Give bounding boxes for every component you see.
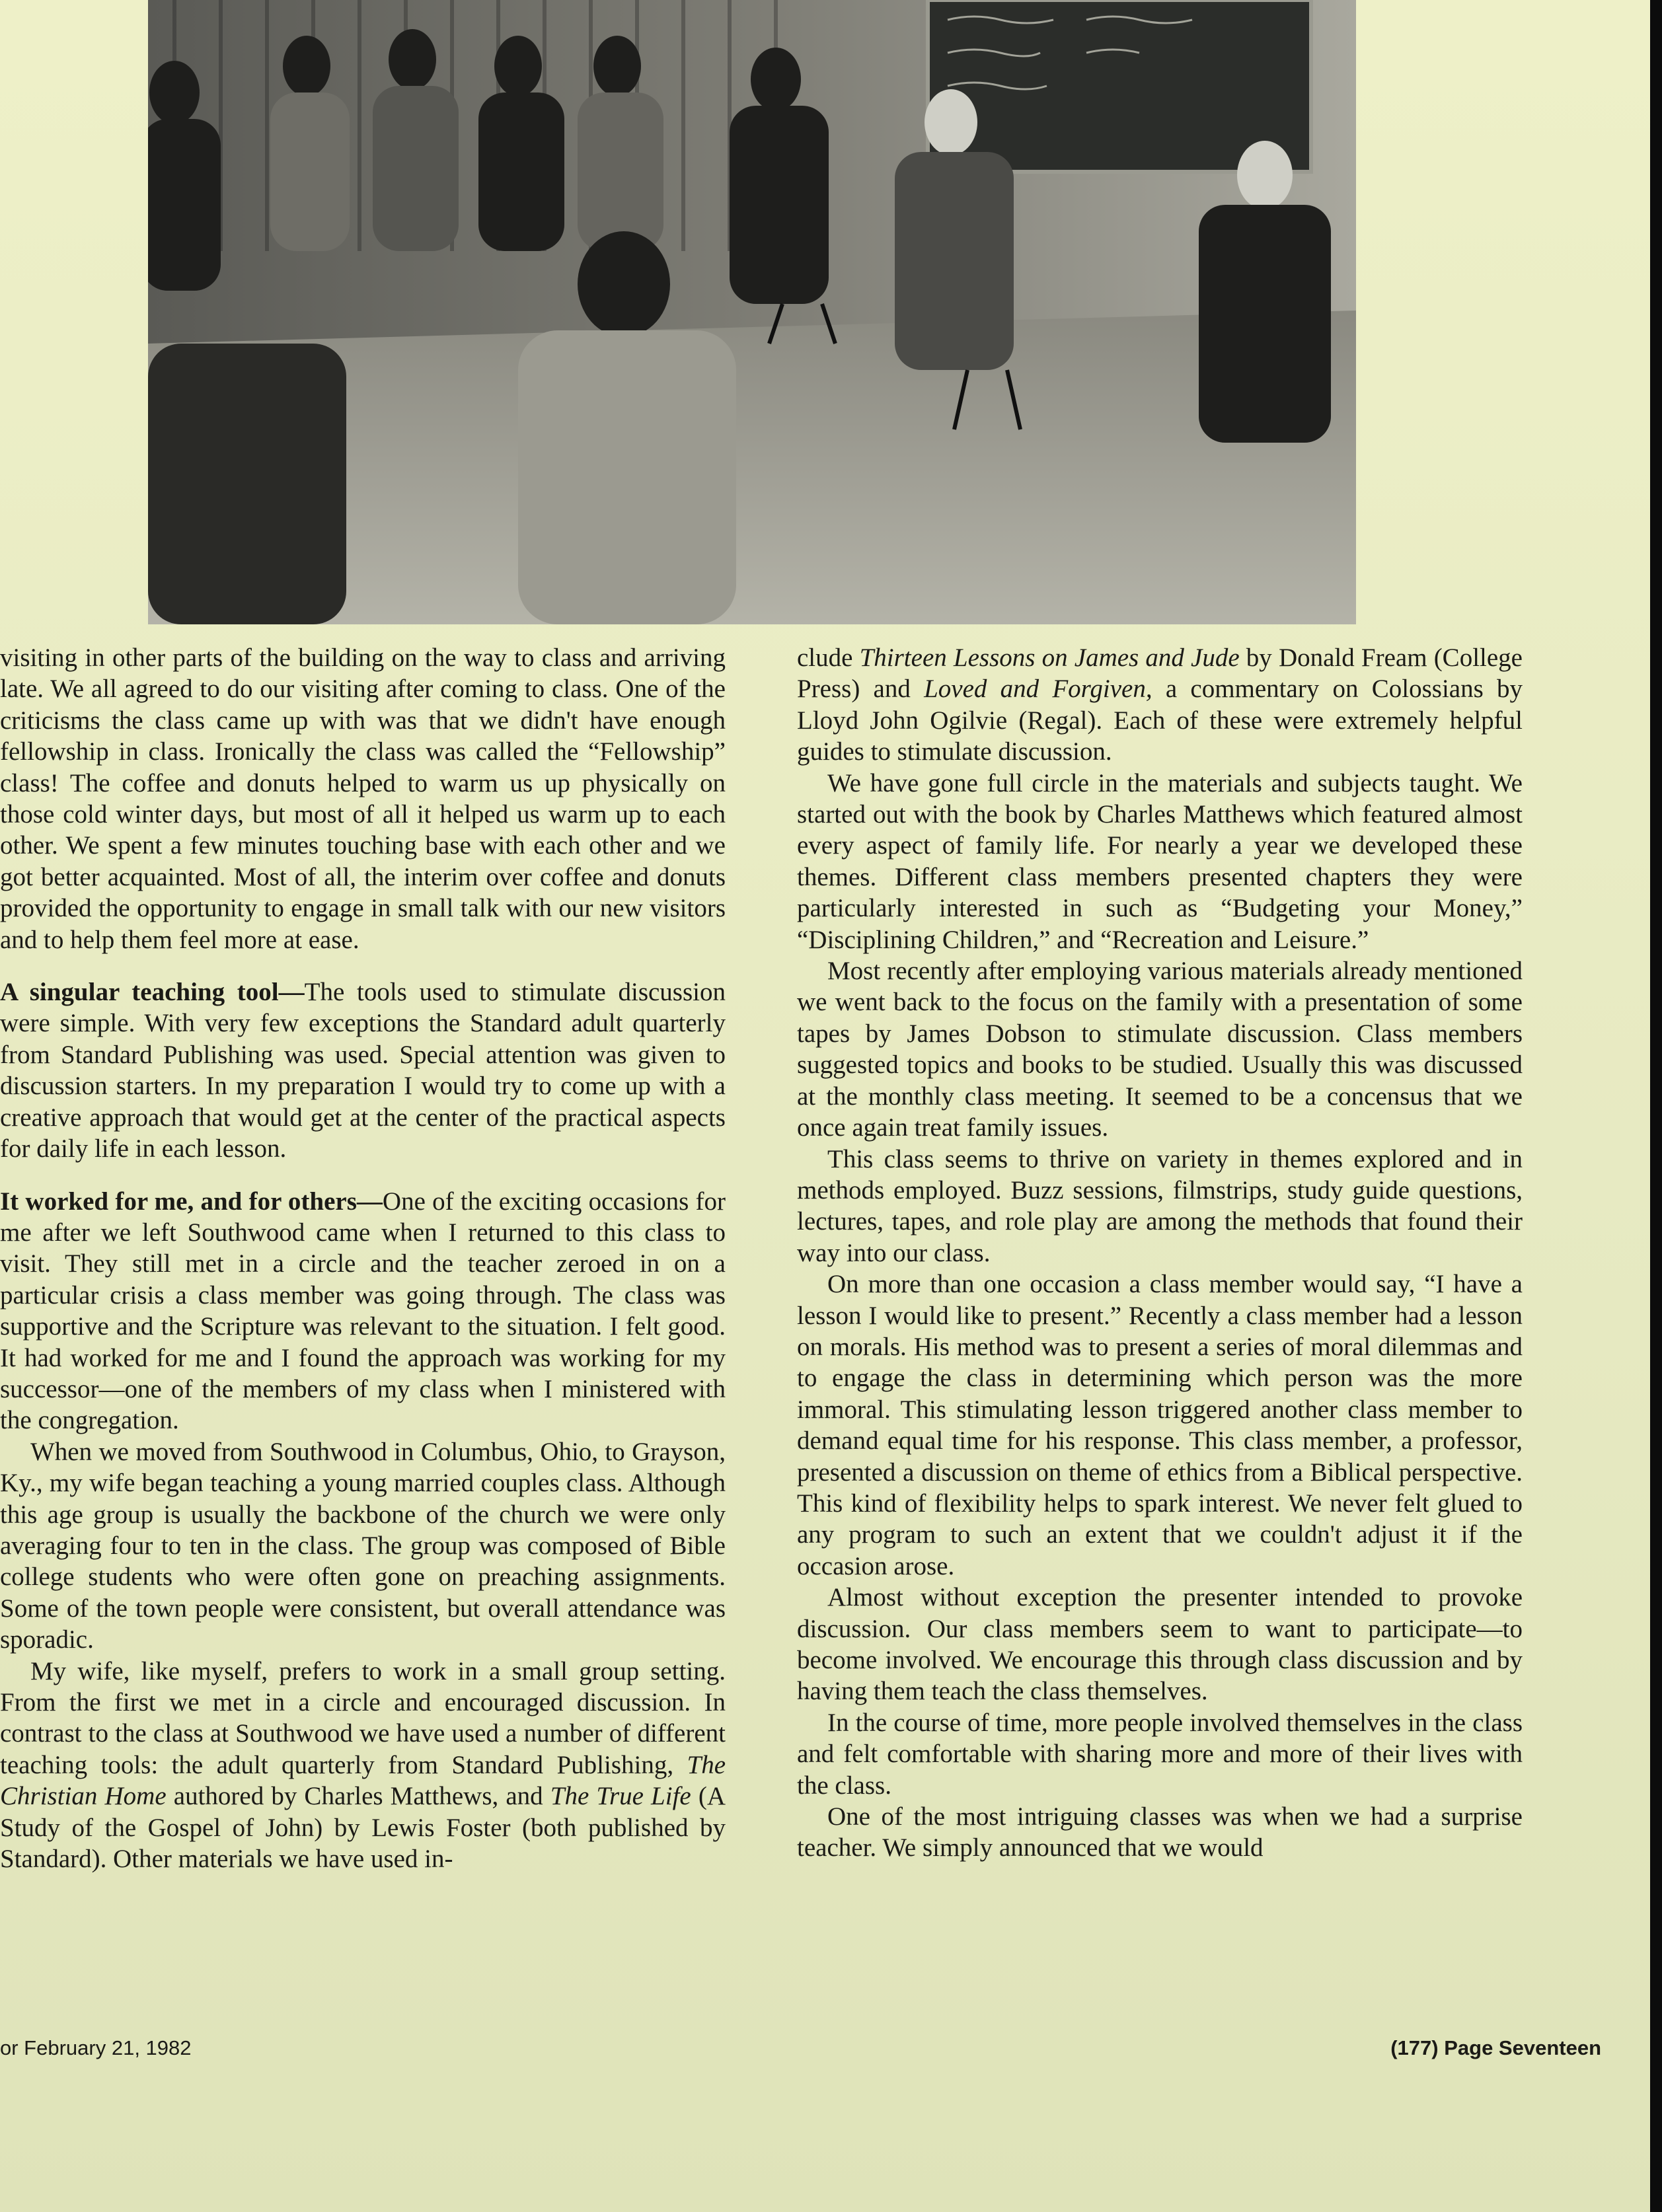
left-column [0, 642, 726, 1874]
paragraph: One of the most intriguing classes was when we had a surprise teacher. We simply announced that we would [797, 1802, 1523, 1862]
paragraph [0, 1186, 726, 1436]
book-title: The True Life [550, 1782, 691, 1811]
classroom-photo [148, 0, 1356, 624]
footer-date: or February 21, 1982 [0, 2036, 192, 2059]
paragraph: We have gone full circle in the materials and subjects taught. We started out with the book by Charles Matthews which featured almost every aspect of family life. For nearly a year we developed these themes. Different class members presented chapters they were particularly interested in such as “Budgeting your Money,” “Disciplining Children,” and “Recreation and Leisure.” [797, 768, 1523, 954]
paragraph [0, 977, 726, 1164]
book-title: Thirteen Lessons on James and Jude [859, 644, 1240, 672]
paragraph: When we moved from Southwood in Columbus, Ohio, to Grayson, Ky., my wife began teaching a young married couples class. Although this age group is usually the backbone of the church we were only averaging four to ten in the class. The group was composed of Bible college students who were often gone on preaching assignments. Some of the town people were consistent, but overall attendance was sporadic. [0, 1437, 726, 1654]
paragraph [797, 642, 1523, 768]
paragraph: In the course of time, more people involved themselves in the class and felt comfortable with sharing more and more of their lives with the class. [797, 1708, 1523, 1800]
subheading: It worked for me, and for others— [0, 1187, 383, 1216]
book-title: The Christian Home [0, 1750, 726, 1811]
classroom-photo-graphic [148, 0, 1356, 624]
paragraph-text: authored by Charles Matthews, and [166, 1782, 550, 1811]
paragraph [0, 1656, 726, 1875]
right-column [797, 642, 1523, 1864]
book-title: Loved and Forgiven, [924, 675, 1152, 704]
subheading: A singular teaching tool— [0, 978, 305, 1007]
paragraph: On more than one occasion a class member would say, “I have a lesson I would like to present.” Recently a class member had a lesson on morals. His method was to present a series of moral dilemmas and to engage the class in determining which person was the more immoral. This stimulating lesson triggered another class member to demand equal time for his response. This class member, a professor, presented a discussion on theme of ethics from a Biblical perspective. This kind of flexibility helps to spark interest. We never felt glued to any program to such an extent that we couldn't adjust it if the occasion arose. [797, 1270, 1523, 1580]
paragraph-text: a commentary on Colossians by Lloyd John Ogilvie (Regal). Each of these were extremely helpful guides to stimulate discussion. [797, 675, 1523, 766]
paragraph-text: The tools used to stimulate discussion were simple. With very few exceptions the Standard adult quarterly from Standard Publishing was used. Special attention was given to discussion starters. In my preparation I would try to come up with a creative approach that would get at the center of the practical aspects for daily life in each lesson. [0, 978, 726, 1163]
footer-page-number: (177) Page Seventeen [1390, 2036, 1601, 2059]
paragraph: Most recently after employing various materials already mentioned we went back to the focus on the family with a presentation of some tapes by James Dobson to stimulate discussion. Class members suggested topics and books to be studied. Usually this was discussed at the monthly class meeting. It seemed to be a concensus that we once again treat family issues. [797, 957, 1523, 1142]
paragraph-text: by Donald Fream (College Press) and [797, 644, 1523, 704]
paragraph-text: My wife, like myself, prefers to work in a small group setting. From the first we met in a circle and encouraged discussion. In contrast to the class at Southwood we have used a number of different teaching tools: the adult quarterly from Standard Publishing, [0, 1656, 726, 1779]
paragraph: This class seems to thrive on variety in themes explored and in methods employed. Buzz sessions, filmstrips, study guide questions, lectures, tapes, and role play are among the methods that found their way into our class. [797, 1144, 1523, 1267]
paragraph-text: clude [797, 644, 860, 672]
paragraph: Almost without exception the presenter intended to provoke discussion. Our class members seem to want to participate—to become involved. We encourage this through class discussion and by having them teach the class themselves. [797, 1583, 1523, 1706]
paragraph-text: (A Study of the Gospel of John) by Lewis Foster (both published by Standard). Other materials we have used in- [0, 1782, 726, 1874]
page-edge [1650, 0, 1662, 2212]
paragraph-text: One of the exciting occasions for me after we left Southwood came when I returned to this class to visit. They still met in a circle and the teacher zeroed in on a particular crisis a class member was going through. The class was supportive and the Scripture was relevant to the situation. I felt good. It had worked for me and I found the approach was working for my successor—one of the members of my class when I ministered with the congregation. [0, 1187, 726, 1435]
paragraph: visiting in other parts of the building on the way to class and arriving late. We all agreed to do our visiting after coming to class. One of the criticisms the class came up with was that we didn't have enough fellowship in class. Ironically the class was called the “Fellowship” class! The coffee and donuts helped to warm us up physically on those cold winter days, but most of all it helped us warm up to each other. We spent a few minutes touching base with each other and we got better acquainted. Most of all, the interim over coffee and donuts provided the opportunity to engage in small talk with our new visitors and to help them feel more at ease. [0, 644, 726, 954]
